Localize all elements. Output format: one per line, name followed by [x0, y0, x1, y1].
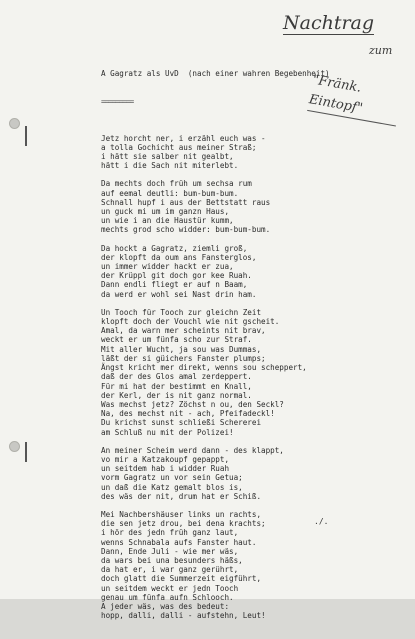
- poem-line: der Krüppl git doch gor kee Ruah.: [101, 271, 252, 281]
- poem-line: der klopft da oum ans Fansterglos,: [101, 252, 257, 262]
- poem-line: un seitdem weckt er jedn Tooch: [101, 583, 239, 593]
- poem-line: mechts grod scho widder: bum-bum-bum.: [101, 225, 271, 235]
- poem-line: am Schluß nu mit der Polizei!: [101, 427, 234, 437]
- poem-line: Da hockt a Gagratz, ziemli groß,: [101, 243, 248, 253]
- poem-stanzas: [101, 134, 330, 621]
- poem-title: A Gagratz als UvD (nach einer wahren Begebenheit): [101, 69, 330, 79]
- poem-line: der Kerl, der is nit ganz normal.: [101, 390, 252, 400]
- poem-line: da werd er wohl sei Nast drin ham.: [101, 289, 257, 299]
- poem-line: Na, des mechst nit - ach, Pfeifadeckl!: [101, 409, 275, 419]
- poem-line: auf eemal deutli: bum-bum-bum.: [101, 188, 239, 198]
- poem-line: Da mechts doch früh um sechsa rum: [101, 179, 252, 189]
- poem-line: Dann endli fliegt er auf n Baam,: [101, 280, 248, 290]
- stanza: [101, 308, 330, 437]
- poem-line: doch glatt die Summerzeit eigführt,: [101, 574, 262, 584]
- poem-line: un immer widder hackt er zua,: [101, 262, 234, 272]
- poem-line: Für mi hat der bestimmt en Knall,: [101, 381, 252, 391]
- stanza: [101, 244, 330, 299]
- title-underline: =========: [101, 97, 134, 107]
- punch-hole-top: [9, 118, 20, 129]
- poem-line: Schnall hupf i aus der Bettstatt raus: [101, 197, 271, 207]
- poem-line: da hat er, i war ganz gerührt,: [101, 565, 239, 575]
- margin-mark-top: [25, 126, 27, 146]
- poem-line: vorm Gagratz un vor sein Getua;: [101, 473, 243, 483]
- poem-line: klopft doch der Vouchl wie nit gscheit.: [101, 317, 280, 327]
- poem-line: un guck mi um im ganzn Haus,: [101, 207, 230, 217]
- poem-line: un wie i an die Haustür kumm,: [101, 216, 234, 226]
- stanza: [101, 510, 330, 620]
- stanza: [101, 446, 330, 501]
- poem-line: Mit aller Wucht, ja sou was Dummas,: [101, 344, 262, 354]
- poem-line: hätt i die Sach nit miterlebt.: [101, 161, 239, 171]
- poem-text: [101, 51, 330, 639]
- punch-hole-bottom: [9, 441, 20, 452]
- poem-line: Dann, Ende Juli - wie mer wäs,: [101, 546, 239, 556]
- poem-line: Mei Nachbershäuser links un rachts,: [101, 509, 262, 519]
- continued-marker: ./.: [314, 517, 329, 526]
- poem-line: Du krichst sunst schließi Schererei: [101, 418, 262, 428]
- stanza: [101, 134, 330, 171]
- stanza: [101, 179, 330, 234]
- poem-line: a tolla Gochicht aus meiner Straß;: [101, 142, 257, 152]
- handwritten-nachtrag: Nachtrag: [283, 12, 375, 34]
- poem-line: Was mechst jetz? Zöchst n ou, den Seckl?: [101, 399, 284, 409]
- poem-line: da wars bei una besunders häßs,: [101, 555, 243, 565]
- poem-line: weckt er um fünfa scho zur Straf.: [101, 335, 252, 345]
- handwritten-zum: zum: [369, 44, 393, 57]
- poem-line: A jeder wäs, was des bedeut:: [101, 601, 230, 611]
- poem-line: i hätt sie salber nit gealbt,: [101, 152, 234, 162]
- poem-line: Amal, da warn mer scheints nit brav,: [101, 326, 266, 336]
- poem-line: i hör des jedn früh ganz laut,: [101, 528, 239, 538]
- margin-mark-bottom: [25, 442, 27, 462]
- poem-line: Un Tooch für Tooch zur gleichn Zeit: [101, 307, 262, 317]
- poem-line: un seitdem hab i widder Ruah: [101, 464, 230, 474]
- poem-line: wenns Schnabala aufs Fanster haut.: [101, 537, 257, 547]
- poem-line: un daß die Katz gemalt blos is,: [101, 482, 243, 492]
- poem-line: hopp, dalli, dalli - aufstehn, Leut!: [101, 611, 266, 621]
- poem-line: daß der des Glos amal zerdeppert.: [101, 372, 252, 382]
- poem-line: An meiner Scheim werd dann - des klappt,: [101, 445, 284, 455]
- poem-line: genau um fünfa aufn Schlooch.: [101, 592, 234, 602]
- poem-line: des wäs der nit, drum hat er Schiß.: [101, 491, 262, 501]
- poem-line: läßt der si güichers Fanster plumps;: [101, 353, 266, 363]
- poem-line: vo mir a Katzakoupf gepappt,: [101, 454, 230, 464]
- poem-line: die sen jetz drou, bei dena krachts;: [101, 519, 266, 529]
- poem-line: Jetz horcht ner, i erzähl euch was -: [101, 133, 266, 143]
- handwritten-note: "Fränk. Eintopf": [307, 70, 403, 126]
- poem-line: Ängst kricht mer direkt, wenns sou scheppert,: [101, 363, 307, 373]
